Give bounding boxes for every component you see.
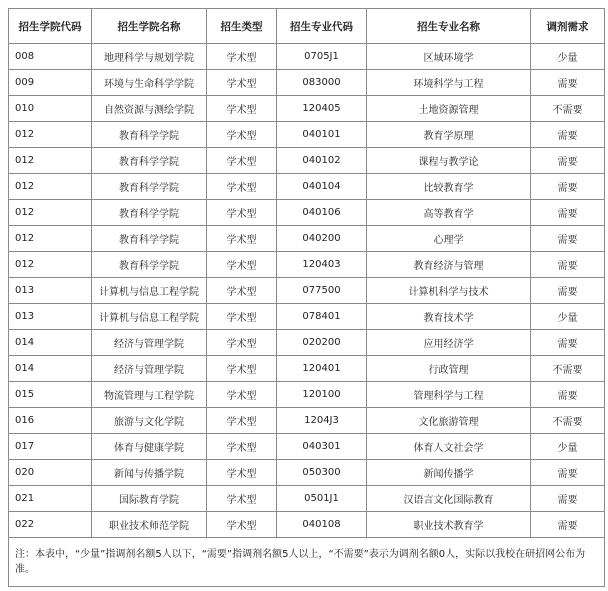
header-row: [9, 9, 605, 44]
table-note: 注：本表中，“少量”指调剂名额5人以下，“需要”指调剂名额5人以上，“不需要”表示为调剂名额0人，实际以我校在研招网公布为准。: [9, 538, 605, 587]
cell-college-code: 012: [9, 122, 92, 148]
header-major-code: 招生专业代码: [277, 9, 367, 44]
cell-college-code: 020: [9, 460, 92, 486]
table-row: [9, 304, 605, 330]
adjustment-table: [8, 8, 605, 587]
cell-college-name: 教育科学学院: [92, 226, 207, 252]
cell-college-code: 013: [9, 304, 92, 330]
cell-type: 学术型: [207, 252, 277, 278]
cell-demand: 需要: [531, 226, 605, 252]
cell-major-name: 教育技术学: [367, 304, 531, 330]
cell-major-code: 120405: [277, 96, 367, 122]
cell-type: 学术型: [207, 512, 277, 538]
cell-major-code: 040102: [277, 148, 367, 174]
cell-type: 学术型: [207, 330, 277, 356]
cell-college-name: 体育与健康学院: [92, 434, 207, 460]
header-college-name: 招生学院名称: [92, 9, 207, 44]
cell-type: 学术型: [207, 434, 277, 460]
cell-major-name: 应用经济学: [367, 330, 531, 356]
cell-type: 学术型: [207, 486, 277, 512]
table-row: [9, 330, 605, 356]
cell-type: 学术型: [207, 304, 277, 330]
cell-major-code: 1204J3: [277, 408, 367, 434]
cell-type: 学术型: [207, 460, 277, 486]
table-row: [9, 512, 605, 538]
cell-major-code: 077500: [277, 278, 367, 304]
cell-demand: 需要: [531, 200, 605, 226]
cell-demand: 需要: [531, 122, 605, 148]
cell-type: 学术型: [207, 408, 277, 434]
cell-demand: 需要: [531, 252, 605, 278]
cell-type: 学术型: [207, 356, 277, 382]
header-type: 招生类型: [207, 9, 277, 44]
table-row: [9, 174, 605, 200]
cell-major-name: 心理学: [367, 226, 531, 252]
cell-type: 学术型: [207, 174, 277, 200]
cell-demand: 需要: [531, 70, 605, 96]
cell-college-name: 职业技术师范学院: [92, 512, 207, 538]
cell-type: 学术型: [207, 278, 277, 304]
table-body: [9, 44, 605, 538]
table-row: [9, 122, 605, 148]
cell-type: 学术型: [207, 122, 277, 148]
cell-college-name: 物流管理与工程学院: [92, 382, 207, 408]
cell-type: 学术型: [207, 96, 277, 122]
cell-major-code: 0705J1: [277, 44, 367, 70]
cell-college-name: 教育科学学院: [92, 122, 207, 148]
table-row: [9, 356, 605, 382]
cell-type: 学术型: [207, 70, 277, 96]
cell-type: 学术型: [207, 382, 277, 408]
cell-demand: 需要: [531, 486, 605, 512]
cell-college-name: 计算机与信息工程学院: [92, 304, 207, 330]
cell-demand: 需要: [531, 382, 605, 408]
cell-demand: 少量: [531, 434, 605, 460]
table-container: [8, 8, 604, 587]
cell-major-name: 职业技术教育学: [367, 512, 531, 538]
cell-demand: 需要: [531, 148, 605, 174]
cell-college-code: 012: [9, 174, 92, 200]
cell-type: 学术型: [207, 148, 277, 174]
cell-college-name: 计算机与信息工程学院: [92, 278, 207, 304]
cell-college-code: 022: [9, 512, 92, 538]
cell-college-code: 017: [9, 434, 92, 460]
cell-major-name: 文化旅游管理: [367, 408, 531, 434]
cell-type: 学术型: [207, 226, 277, 252]
cell-demand: 不需要: [531, 356, 605, 382]
cell-college-name: 旅游与文化学院: [92, 408, 207, 434]
table-row: [9, 226, 605, 252]
cell-demand: 需要: [531, 174, 605, 200]
note-row: [9, 538, 605, 587]
cell-major-name: 土地资源管理: [367, 96, 531, 122]
cell-college-code: 015: [9, 382, 92, 408]
cell-college-name: 地理科学与规划学院: [92, 44, 207, 70]
cell-major-name: 管理科学与工程: [367, 382, 531, 408]
cell-type: 学术型: [207, 44, 277, 70]
cell-major-name: 教育学原理: [367, 122, 531, 148]
cell-major-name: 行政管理: [367, 356, 531, 382]
table-row: [9, 70, 605, 96]
cell-college-name: 教育科学学院: [92, 174, 207, 200]
table-row: [9, 382, 605, 408]
cell-major-code: 040106: [277, 200, 367, 226]
cell-college-code: 012: [9, 226, 92, 252]
cell-major-name: 计算机科学与技术: [367, 278, 531, 304]
cell-major-code: 078401: [277, 304, 367, 330]
cell-college-name: 经济与管理学院: [92, 330, 207, 356]
cell-college-name: 教育科学学院: [92, 252, 207, 278]
table-row: [9, 252, 605, 278]
cell-college-name: 自然资源与测绘学院: [92, 96, 207, 122]
table-row: [9, 486, 605, 512]
cell-college-name: 国际教育学院: [92, 486, 207, 512]
cell-college-code: 010: [9, 96, 92, 122]
cell-demand: 需要: [531, 460, 605, 486]
cell-major-code: 040101: [277, 122, 367, 148]
cell-major-code: 083000: [277, 70, 367, 96]
cell-college-code: 008: [9, 44, 92, 70]
cell-major-code: 120401: [277, 356, 367, 382]
cell-college-code: 009: [9, 70, 92, 96]
cell-major-name: 体育人文社会学: [367, 434, 531, 460]
table-row: [9, 148, 605, 174]
cell-major-code: 120100: [277, 382, 367, 408]
cell-major-code: 040108: [277, 512, 367, 538]
header-college-code: 招生学院代码: [9, 9, 92, 44]
table-row: [9, 44, 605, 70]
cell-major-name: 新闻传播学: [367, 460, 531, 486]
cell-college-code: 013: [9, 278, 92, 304]
cell-college-name: 经济与管理学院: [92, 356, 207, 382]
cell-major-code: 040104: [277, 174, 367, 200]
table-row: [9, 408, 605, 434]
table-row: [9, 278, 605, 304]
cell-major-name: 高等教育学: [367, 200, 531, 226]
table-row: [9, 96, 605, 122]
cell-demand: 少量: [531, 44, 605, 70]
cell-major-name: 教育经济与管理: [367, 252, 531, 278]
cell-college-name: 新闻与传播学院: [92, 460, 207, 486]
cell-college-code: 014: [9, 330, 92, 356]
cell-demand: 需要: [531, 330, 605, 356]
header-major-name: 招生专业名称: [367, 9, 531, 44]
cell-major-code: 040301: [277, 434, 367, 460]
cell-major-name: 比较教育学: [367, 174, 531, 200]
table-row: [9, 434, 605, 460]
cell-type: 学术型: [207, 200, 277, 226]
cell-major-code: 050300: [277, 460, 367, 486]
cell-major-code: 0501J1: [277, 486, 367, 512]
cell-major-name: 环境科学与工程: [367, 70, 531, 96]
cell-college-code: 014: [9, 356, 92, 382]
cell-demand: 需要: [531, 278, 605, 304]
cell-demand: 不需要: [531, 408, 605, 434]
table-row: [9, 200, 605, 226]
cell-college-code: 021: [9, 486, 92, 512]
cell-major-code: 040200: [277, 226, 367, 252]
cell-demand: 需要: [531, 512, 605, 538]
cell-college-code: 012: [9, 200, 92, 226]
cell-college-code: 016: [9, 408, 92, 434]
cell-major-code: 020200: [277, 330, 367, 356]
cell-college-code: 012: [9, 148, 92, 174]
cell-demand: 少量: [531, 304, 605, 330]
cell-college-code: 012: [9, 252, 92, 278]
cell-major-name: 课程与教学论: [367, 148, 531, 174]
cell-college-name: 教育科学学院: [92, 148, 207, 174]
header-demand: 调剂需求: [531, 9, 605, 44]
table-row: [9, 460, 605, 486]
cell-college-name: 环境与生命科学学院: [92, 70, 207, 96]
cell-major-name: 区域环境学: [367, 44, 531, 70]
cell-demand: 不需要: [531, 96, 605, 122]
cell-college-name: 教育科学学院: [92, 200, 207, 226]
cell-major-name: 汉语言文化国际教育: [367, 486, 531, 512]
cell-major-code: 120403: [277, 252, 367, 278]
